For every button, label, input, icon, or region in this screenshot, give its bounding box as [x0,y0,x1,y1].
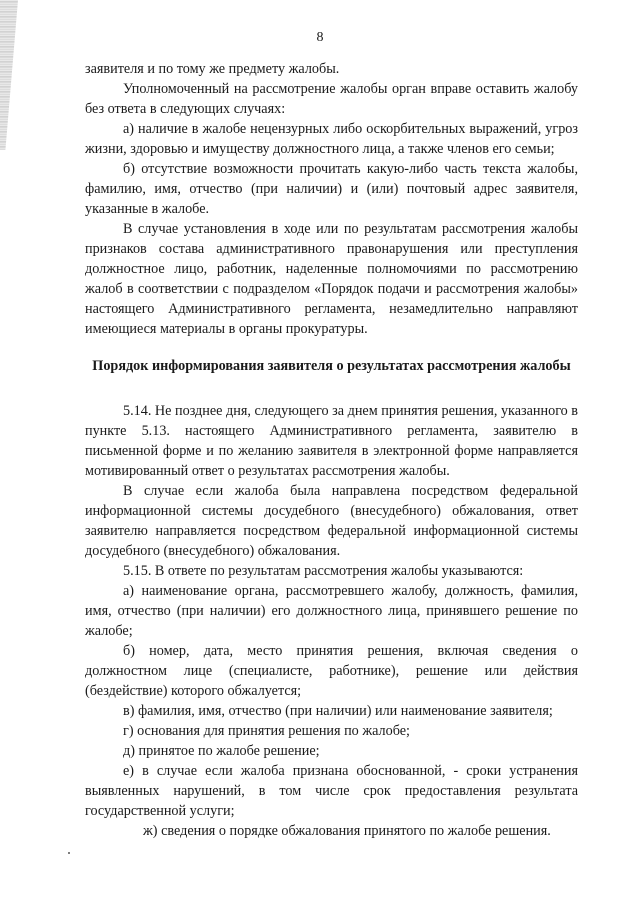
paragraph-authority-rights: Уполномоченный на рассмотрение жалобы орган вправе оставить жалобу без ответа в следующих случаях: [85,81,578,117]
list-item-b: б) номер, дата, место принятия решения, включая сведения о должностном лице (специалисте, работнике), решение или действия (бездействие) которого обжалуется; [85,643,578,699]
list-item-e: е) в случае если жалоба признана обоснованной, - сроки устранения выявленных нарушений, в том числе срок предоставления результата государственной услуги; [85,763,578,819]
list-item-v: в) фамилия, имя, отчество (при наличии) или наименование заявителя; [123,703,553,719]
list-item-d: д) принятое по жалобе решение; [123,743,320,759]
list-item-b-unreadable: б) отсутствие возможности прочитать какую-либо часть текста жалобы, фамилию, имя, отчество (при наличии) и (или) почтовый адрес заявителя, указанные в жалобе. [85,161,578,217]
paragraph-continuation: заявителя и по тому же предмету жалобы. [85,61,340,77]
paragraph-violation-referral: В случае установления в ходе или по результатам рассмотрения жалобы признаков состава административного правонарушения или преступления должностное лицо, работник, наделенные полномочиями по рассмотрению жалоб в соответствии с подразделом «Порядок подачи и рассмотрения жалобы» настоящего Административного регламента, незамедлительно направляют имеющиеся материалы в органы прокуратуры. [85,221,578,337]
page-number: 8 [316,30,324,45]
paragraph-5-14: 5.14. Не позднее дня, следующего за днем принятия решения, указанного в пункте 5.13. настоящего Административного регламента, заявителю в письменной форме и по желанию заявителя в электронной форме направляется мотивированный ответ о результатах рассмотрения жалобы. [85,403,578,479]
scan-speck [68,852,70,854]
list-item-zh: ж) сведения о порядке обжалования принятого по жалобе решения. [143,823,551,839]
scan-edge-artifact [0,0,18,150]
list-item-a-obscene: а) наличие в жалобе нецензурных либо оскорбительных выражений, угроз жизни, здоровью и имуществу должностного лица, а также членов его семьи; [85,121,578,157]
paragraph-5-15: 5.15. В ответе по результатам рассмотрения жалобы указываются: [123,563,524,579]
section-heading: Порядок информирования заявителя о результатах рассмотрения жалобы [92,358,571,374]
list-item-g: г) основания для принятия решения по жалобе; [123,723,410,739]
document-body [85,59,578,841]
paragraph-federal-system: В случае если жалоба была направлена посредством федеральной информационной системы досудебного (внесудебного) обжалования, ответ заявителю направляется посредством федеральной информационной системы досудебного (внесудебного) обжалования. [85,483,578,559]
list-item-a: а) наименование органа, рассмотревшего жалобу, должность, фамилия, имя, отчество (при наличии) его должностного лица, принявшего решение по жалобе; [85,583,578,639]
